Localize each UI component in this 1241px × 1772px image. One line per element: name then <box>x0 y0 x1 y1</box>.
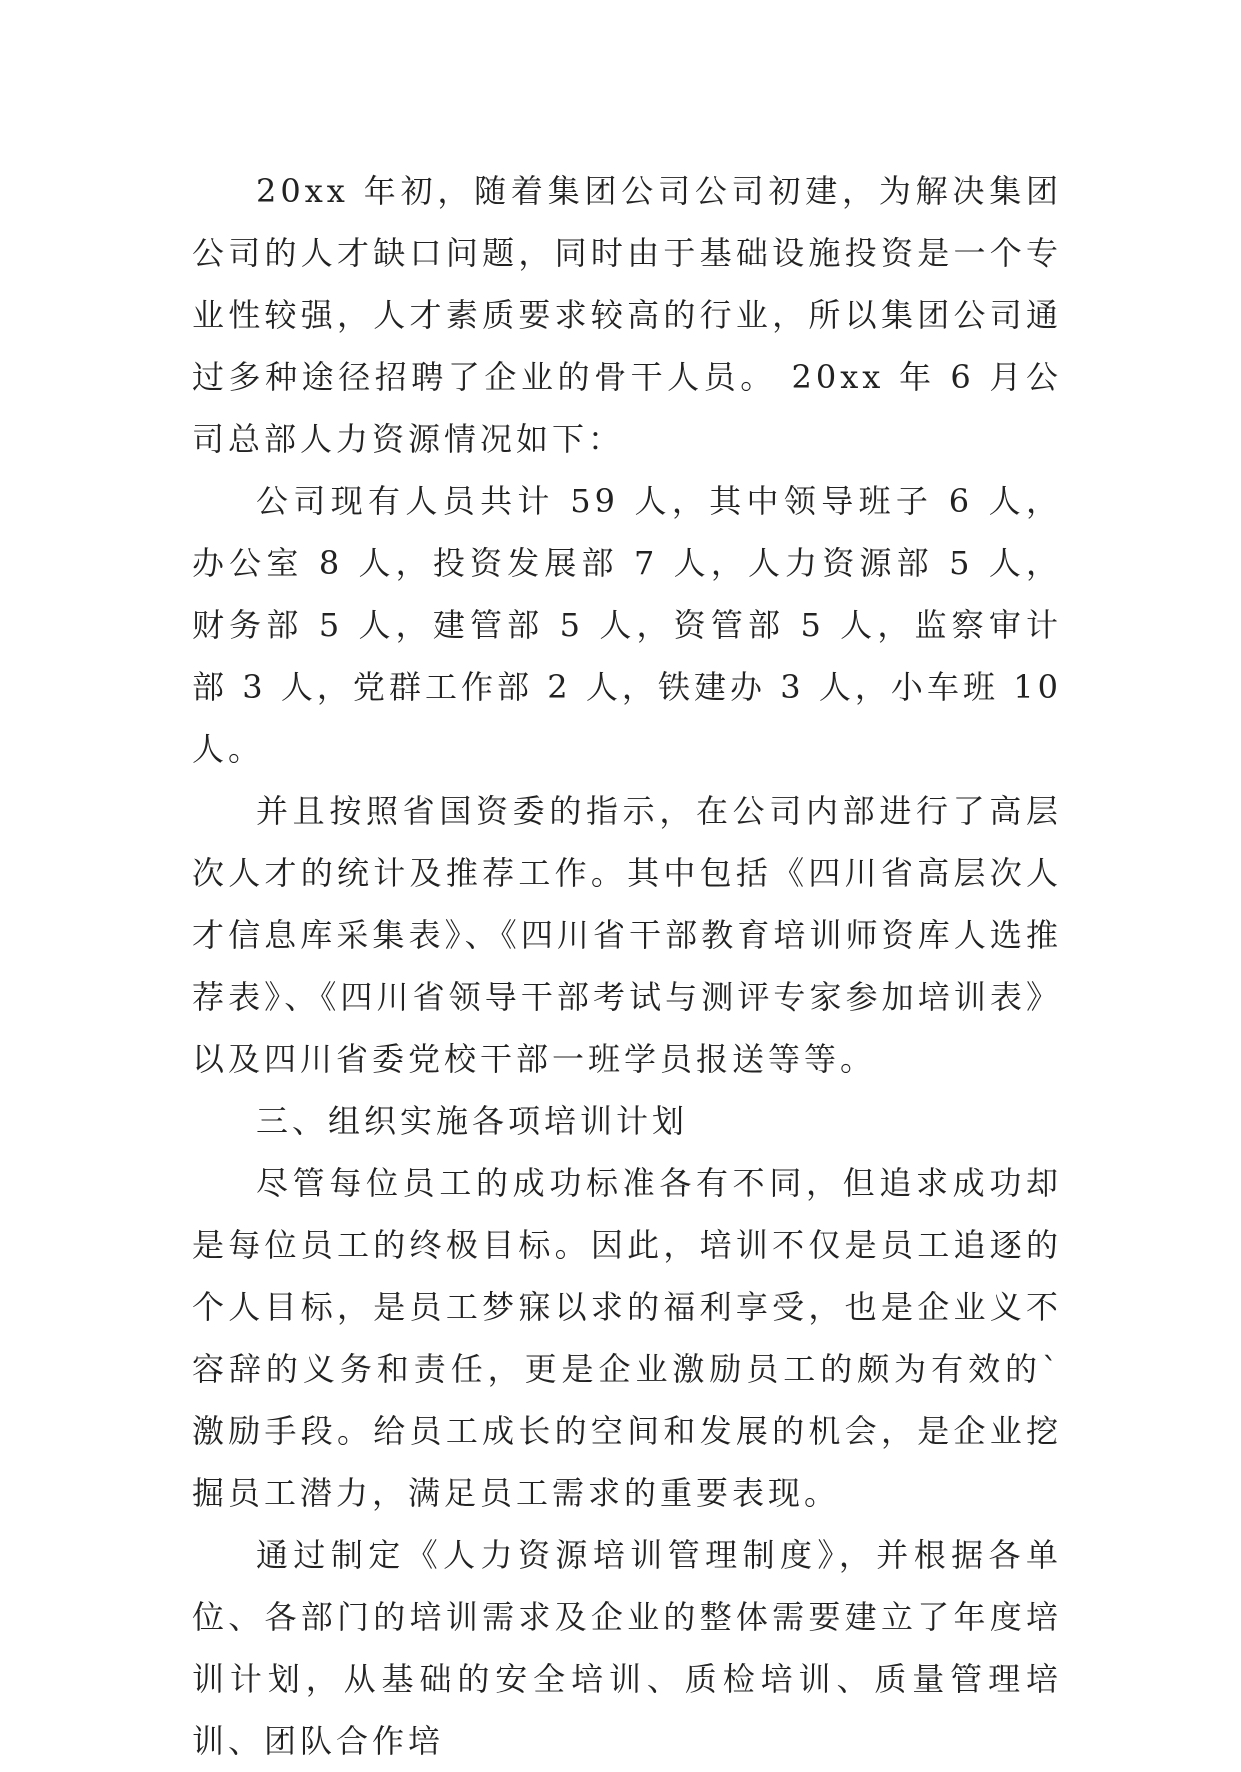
paragraph-talent-recommendation: 并且按照省国资委的指示，在公司内部进行了高层次人才的统计及推荐工作。其中包括《四川省高层次人才信息库采集表》、《四川省干部教育培训师资库人选推荐表》、《四川省领导干部考试与测评专家参加培训表》以及四川省委党校干部一班学员报送等等。 <box>192 792 1062 1078</box>
section-heading-training-plans: 三、组织实施各项培训计划 <box>256 1102 689 1140</box>
paragraph-training-goals: 尽管每位员工的成功标准各有不同，但追求成功却是每位员工的终极目标。因此，培训不仅是员工追逐的个人目标，是员工梦寐以求的福利享受，也是企业义不容辞的义务和责任，更是企业激励员工的颇为有效的`激励手段。给员工成长的空间和发展的机会，是企业挖掘员工潜力，满足员工需求的重要表现。 <box>192 1164 1062 1512</box>
paragraph-training-system: 通过制定《人力资源培训管理制度》，并根据各单位、各部门的培训需求及企业的整体需要建立了年度培训计划，从基础的安全培训、质检培训、质量管理培训、团队合作培 <box>192 1536 1062 1760</box>
paragraph-staffing-background: 20xx 年初，随着集团公司公司初建，为解决集团公司的人才缺口问题，同时由于基础设施投资是一个专业性较强，人才素质要求较高的行业，所以集团公司通过多种途径招聘了企业的骨干人员。 20xx 年 6 月公司总部人力资源情况如下： <box>192 172 1062 458</box>
paragraph-headcount: 公司现有人员共计 59 人，其中领导班子 6 人，办公室 8 人，投资发展部 7 人，人力资源部 5 人，财务部 5 人，建管部 5 人，资管部 5 人，监察审计部 3 人，党群工作部 2 人，铁建办 3 人，小车班 10 人。 <box>192 482 1062 768</box>
document-body <box>192 160 1062 1772</box>
